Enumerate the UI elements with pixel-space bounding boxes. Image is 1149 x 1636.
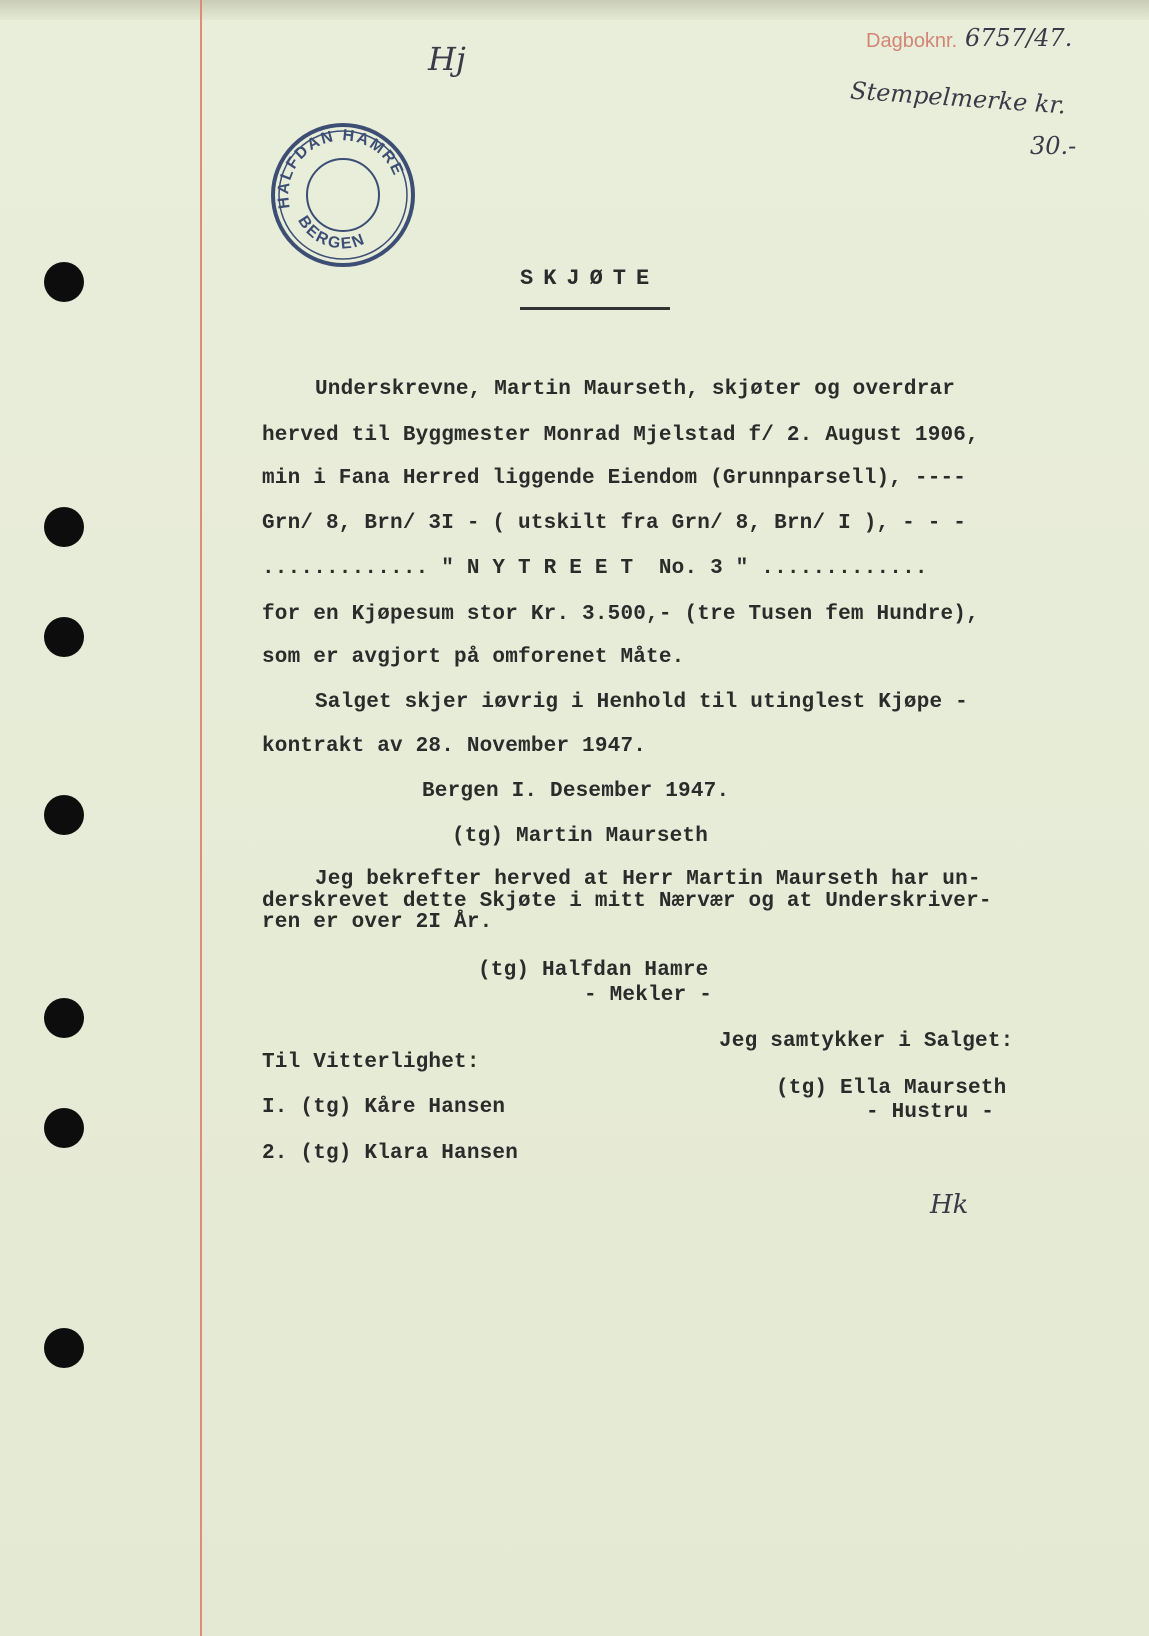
- witness-item: I. (tg) Kåre Hansen: [262, 1096, 506, 1119]
- dagbok-number: 6757/47.: [965, 24, 1073, 52]
- consent-role: - Hustru -: [866, 1101, 995, 1124]
- mekler-role: - Mekler -: [584, 984, 713, 1007]
- witness-item: 2. (tg) Klara Hansen: [262, 1142, 519, 1165]
- body-line: Grn/ 8, Brn/ 3I - ( utskilt fra Grn/ 8, Brn/ I ), - - -: [262, 512, 967, 535]
- confirmation-line: derskrevet dette Skjøte i mitt Nærvær og at Underskriver-: [262, 890, 992, 913]
- place-date: Bergen I. Desember 1947.: [422, 780, 730, 803]
- punch-hole: [44, 617, 84, 657]
- document-title: SKJØTE: [520, 266, 660, 291]
- stamp-top-text: HALFDAN HAMRE: [275, 127, 407, 210]
- body-line: Salget skjer iøvrig i Henhold til utinglest Kjøpe -: [315, 691, 968, 714]
- body-line: Underskrevne, Martin Maurseth, skjøter og overdrar: [315, 378, 956, 401]
- punch-hole: [44, 1328, 84, 1368]
- page-top-edge: [0, 0, 1149, 20]
- punch-hole: [44, 998, 84, 1038]
- punch-hole: [44, 262, 84, 302]
- punch-hole: [44, 1108, 84, 1148]
- stamp-bottom-text: BERGEN: [294, 213, 369, 253]
- witnesses-heading: Til Vitterlighet:: [262, 1051, 480, 1074]
- stempel-amount: 30.-: [1030, 132, 1077, 160]
- footer-initials: Hk: [930, 1190, 969, 1220]
- consent-heading: Jeg samtykker i Salget:: [719, 1030, 1014, 1053]
- body-line: min i Fana Herred liggende Eiendom (Grunnparsell), ----: [262, 467, 967, 490]
- margin-line: [200, 0, 202, 1636]
- dagbok-label: Dagboknr.: [866, 30, 958, 52]
- punch-hole: [44, 795, 84, 835]
- seller-signature: (tg) Martin Maurseth: [452, 825, 709, 848]
- consent-signature: (tg) Ella Maurseth: [776, 1077, 1007, 1100]
- company-stamp: [268, 120, 418, 270]
- stempel-note: Stempelmerke kr.: [849, 76, 1067, 120]
- confirmation-line: ren er over 2I År.: [262, 911, 493, 934]
- body-line: for en Kjøpesum stor Kr. 3.500,- (tre Tusen fem Hundre),: [262, 603, 979, 626]
- property-name-line: ............. " N Y T R E E T No. 3 " .............: [262, 557, 928, 580]
- body-line: herved til Byggmester Monrad Mjelstad f/ 2. August 1906,: [262, 424, 979, 447]
- mekler-signature: (tg) Halfdan Hamre: [478, 959, 709, 982]
- title-underline: [520, 307, 670, 310]
- body-line: kontrakt av 28. November 1947.: [262, 735, 647, 758]
- initials-handwritten: Hj: [428, 40, 466, 78]
- confirmation-line: Jeg bekrefter herved at Herr Martin Maurseth har un-: [315, 868, 981, 891]
- punch-hole: [44, 507, 84, 547]
- body-line: som er avgjort på omforenet Måte.: [262, 646, 685, 669]
